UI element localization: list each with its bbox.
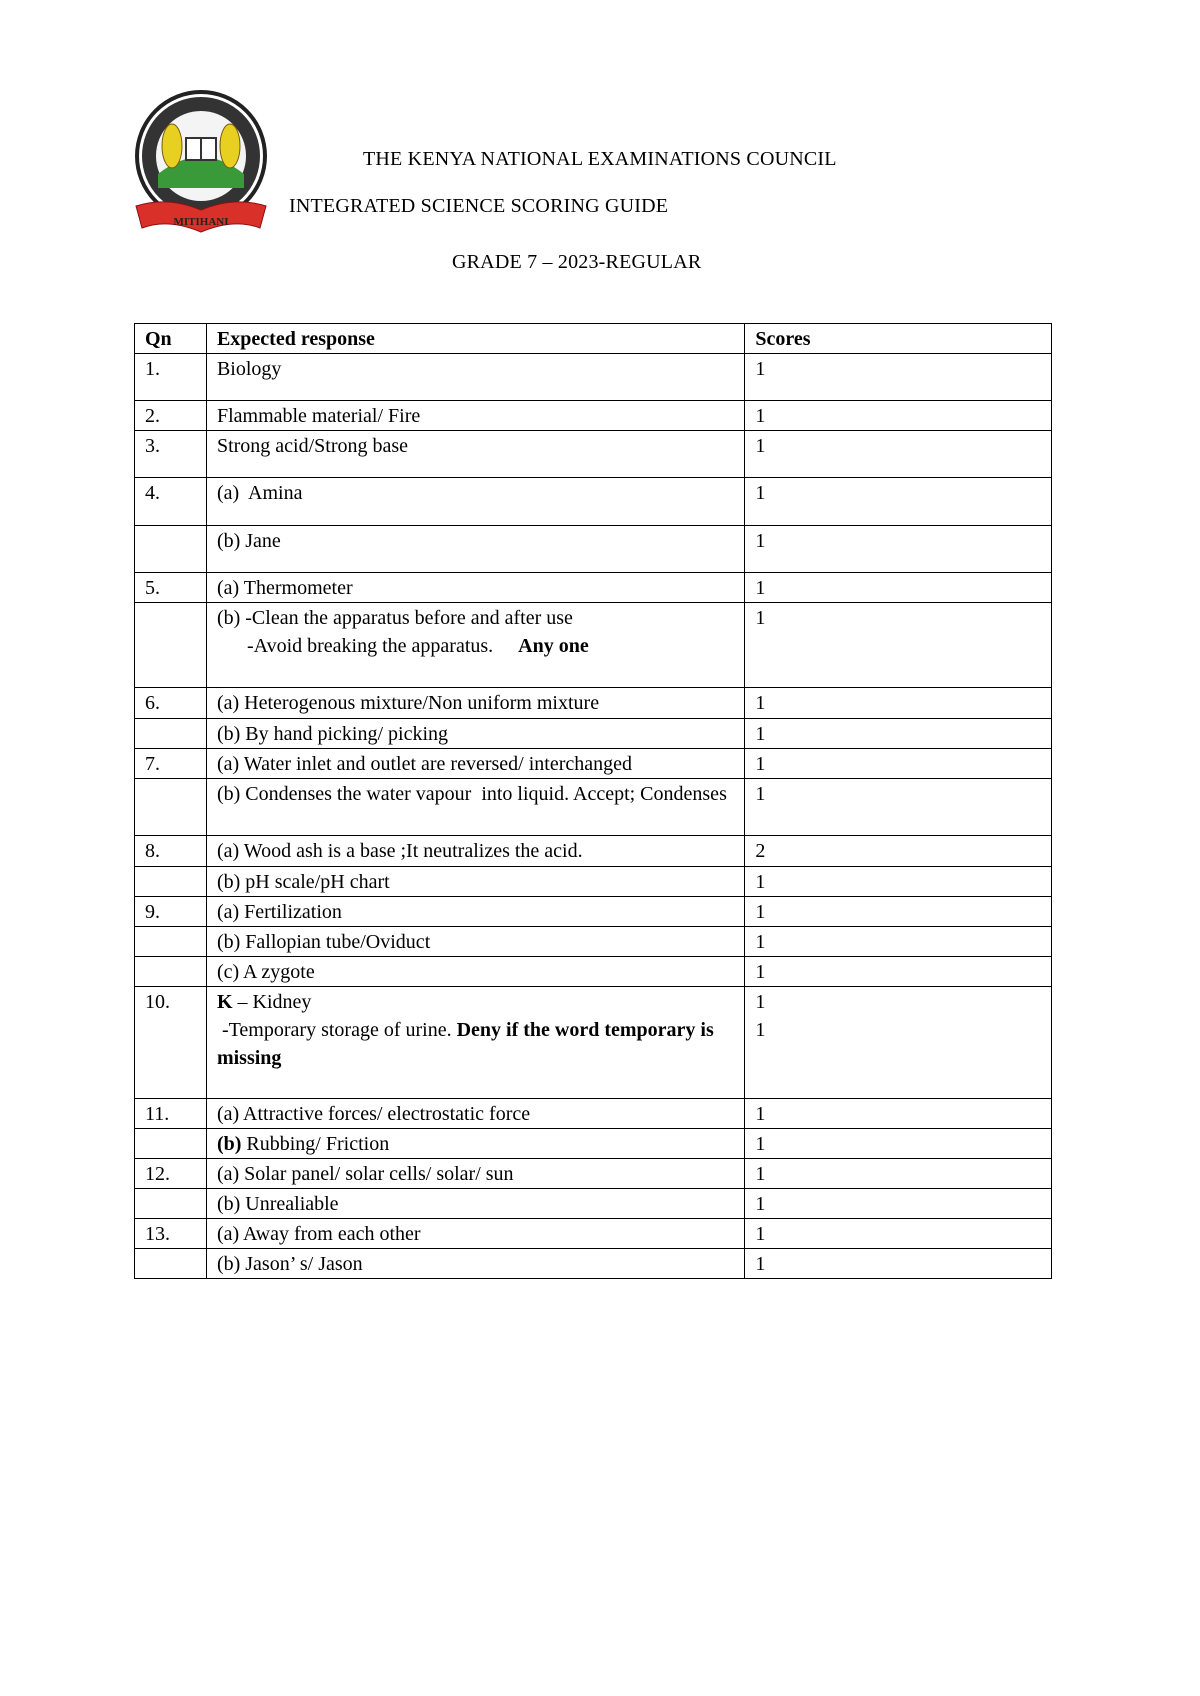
question-number: 7. xyxy=(135,749,207,779)
expected-response xyxy=(206,897,744,927)
table-row xyxy=(135,1249,1052,1279)
expected-response xyxy=(206,836,744,867)
table-row xyxy=(135,957,1052,987)
question-number xyxy=(135,1249,207,1279)
response-line xyxy=(217,604,734,632)
score: 1 xyxy=(745,779,1052,836)
expected-response xyxy=(206,957,744,987)
bold-note: Deny if the word temporary is missing xyxy=(216,1019,719,1069)
response-line xyxy=(217,898,734,926)
expected-response xyxy=(206,1099,744,1129)
response-text: (b) -Clean the apparatus before and after use xyxy=(216,607,573,629)
score: 1 xyxy=(745,1099,1052,1129)
table-row xyxy=(135,897,1052,927)
table-row xyxy=(135,478,1052,526)
question-number xyxy=(135,1189,207,1219)
question-number xyxy=(135,603,207,688)
score: 1 1 xyxy=(745,987,1052,1099)
response-line xyxy=(217,958,734,986)
table-row xyxy=(135,603,1052,688)
response-line xyxy=(217,632,734,660)
expected-response xyxy=(206,1219,744,1249)
expected-response xyxy=(206,688,744,719)
bold-note: (b) xyxy=(216,1133,242,1155)
score: 1 xyxy=(745,927,1052,957)
question-number: 11. xyxy=(135,1099,207,1129)
table-row xyxy=(135,431,1052,478)
table-header-row xyxy=(135,324,1052,354)
score: 2 xyxy=(745,836,1052,867)
expected-response xyxy=(206,401,744,431)
question-number: 4. xyxy=(135,478,207,526)
response-text: (b) By hand picking/ picking xyxy=(216,723,449,745)
response-text: (a) Amina xyxy=(216,482,303,504)
score: 1 xyxy=(745,401,1052,431)
response-line xyxy=(217,689,734,717)
score: 1 xyxy=(745,573,1052,603)
table-row xyxy=(135,354,1052,401)
question-number: 13. xyxy=(135,1219,207,1249)
response-line xyxy=(217,1160,734,1188)
table-row xyxy=(135,927,1052,957)
score: 1 xyxy=(745,1249,1052,1279)
expected-response xyxy=(206,779,744,836)
expected-response xyxy=(206,1159,744,1189)
table-row xyxy=(135,749,1052,779)
question-number: 6. xyxy=(135,688,207,719)
table-row xyxy=(135,573,1052,603)
response-text: (b) Jason’ s/ Jason xyxy=(216,1253,363,1275)
expected-response xyxy=(206,719,744,749)
response-line xyxy=(217,868,734,896)
response-line xyxy=(217,1220,734,1248)
score: 1 xyxy=(745,719,1052,749)
response-text: (a) Heterogenous mixture/Non uniform mixture xyxy=(216,692,600,714)
response-text: (a) Water inlet and outlet are reversed/ interchanged xyxy=(216,753,632,775)
table-row xyxy=(135,1159,1052,1189)
expected-response xyxy=(206,431,744,478)
expected-response xyxy=(206,1189,744,1219)
question-number: 3. xyxy=(135,431,207,478)
expected-response xyxy=(206,354,744,401)
response-line xyxy=(217,527,734,555)
score: 1 xyxy=(745,688,1052,719)
response-line xyxy=(217,750,734,778)
knec-logo xyxy=(128,88,274,242)
response-text: (b) Unrealiable xyxy=(216,1193,339,1215)
response-line xyxy=(217,1100,734,1128)
svg-text:MITIHANI: MITIHANI xyxy=(173,216,229,228)
grade-title: GRADE 7 – 2023-REGULAR xyxy=(452,251,702,273)
question-number: 9. xyxy=(135,897,207,927)
expected-response xyxy=(206,867,744,897)
expected-response xyxy=(206,478,744,526)
response-line xyxy=(217,720,734,748)
score: 1 xyxy=(745,431,1052,478)
response-text: (b) Jane xyxy=(216,530,281,552)
header-qn: Qn xyxy=(135,324,207,354)
question-number xyxy=(135,719,207,749)
expected-response xyxy=(206,603,744,688)
question-number xyxy=(135,526,207,573)
expected-response xyxy=(206,749,744,779)
expected-response xyxy=(206,927,744,957)
score: 1 xyxy=(745,897,1052,927)
question-number: 5. xyxy=(135,573,207,603)
expected-response xyxy=(206,1129,744,1159)
response-line xyxy=(217,1016,734,1072)
table-row xyxy=(135,401,1052,431)
score: 1 xyxy=(745,867,1052,897)
response-text: (a) Fertilization xyxy=(216,901,342,923)
response-text: (a) Thermometer xyxy=(216,577,353,599)
question-number xyxy=(135,1129,207,1159)
score: 1 xyxy=(745,603,1052,688)
table-row xyxy=(135,867,1052,897)
question-number: 8. xyxy=(135,836,207,867)
response-line xyxy=(217,1190,734,1218)
question-number xyxy=(135,957,207,987)
table-row xyxy=(135,1099,1052,1129)
bold-note: Any one xyxy=(518,635,589,657)
council-title: THE KENYA NATIONAL EXAMINATIONS COUNCIL xyxy=(363,148,837,170)
response-text: (a) Attractive forces/ electrostatic force xyxy=(216,1103,531,1125)
question-number: 10. xyxy=(135,987,207,1099)
table-row xyxy=(135,836,1052,867)
score: 1 xyxy=(745,1129,1052,1159)
score: 1 xyxy=(745,1159,1052,1189)
response-line xyxy=(217,355,734,383)
response-text: (a) Solar panel/ solar cells/ solar/ sun xyxy=(216,1163,514,1185)
table-row xyxy=(135,688,1052,719)
score: 1 xyxy=(745,1219,1052,1249)
response-line xyxy=(217,1250,734,1278)
response-text: (b) pH scale/pH chart xyxy=(216,871,390,893)
response-text: Strong acid/Strong base xyxy=(216,435,409,457)
question-number: 2. xyxy=(135,401,207,431)
response-text: (b) Fallopian tube/Oviduct xyxy=(216,931,431,953)
response-text: Biology xyxy=(216,358,282,380)
question-number: 12. xyxy=(135,1159,207,1189)
score: 1 xyxy=(745,957,1052,987)
response-line xyxy=(217,780,734,808)
response-line xyxy=(217,988,734,1016)
score: 1 xyxy=(745,354,1052,401)
response-text: – Kidney xyxy=(232,991,312,1013)
table-row xyxy=(135,779,1052,836)
response-line xyxy=(217,402,734,430)
table-row xyxy=(135,1129,1052,1159)
response-line xyxy=(217,574,734,602)
score: 1 xyxy=(745,478,1052,526)
response-line xyxy=(217,432,734,460)
response-text: (c) A zygote xyxy=(216,961,315,983)
table-row xyxy=(135,526,1052,573)
header-scores: Scores xyxy=(745,324,1052,354)
expected-response xyxy=(206,987,744,1099)
score: 1 xyxy=(745,526,1052,573)
response-line xyxy=(217,1130,734,1158)
response-text: (a) Wood ash is a base ;It neutralizes the acid. xyxy=(216,840,583,862)
scoring-table xyxy=(134,323,1052,1279)
response-text: Rubbing/ Friction xyxy=(241,1133,390,1155)
response-text: -Temporary storage of urine. xyxy=(216,1019,457,1041)
table-row xyxy=(135,1219,1052,1249)
expected-response xyxy=(206,1249,744,1279)
table-row xyxy=(135,987,1052,1099)
guide-title: INTEGRATED SCIENCE SCORING GUIDE xyxy=(289,195,669,217)
question-number: 1. xyxy=(135,354,207,401)
table-row xyxy=(135,1189,1052,1219)
table-row xyxy=(135,719,1052,749)
header-expected-response: Expected response xyxy=(206,324,744,354)
question-number xyxy=(135,927,207,957)
score: 1 xyxy=(745,749,1052,779)
response-text: (a) Away from each other xyxy=(216,1223,421,1245)
response-line xyxy=(217,928,734,956)
response-line xyxy=(217,837,734,865)
score: 1 xyxy=(745,1189,1052,1219)
expected-response xyxy=(206,573,744,603)
bold-note: K xyxy=(216,991,233,1013)
response-text: -Avoid breaking the apparatus. xyxy=(246,635,519,657)
response-text: (b) Condenses the water vapour into liquid. Accept; Condenses xyxy=(216,783,727,805)
question-number xyxy=(135,779,207,836)
question-number xyxy=(135,867,207,897)
response-text: Flammable material/ Fire xyxy=(216,405,421,427)
response-line xyxy=(217,479,734,507)
expected-response xyxy=(206,526,744,573)
